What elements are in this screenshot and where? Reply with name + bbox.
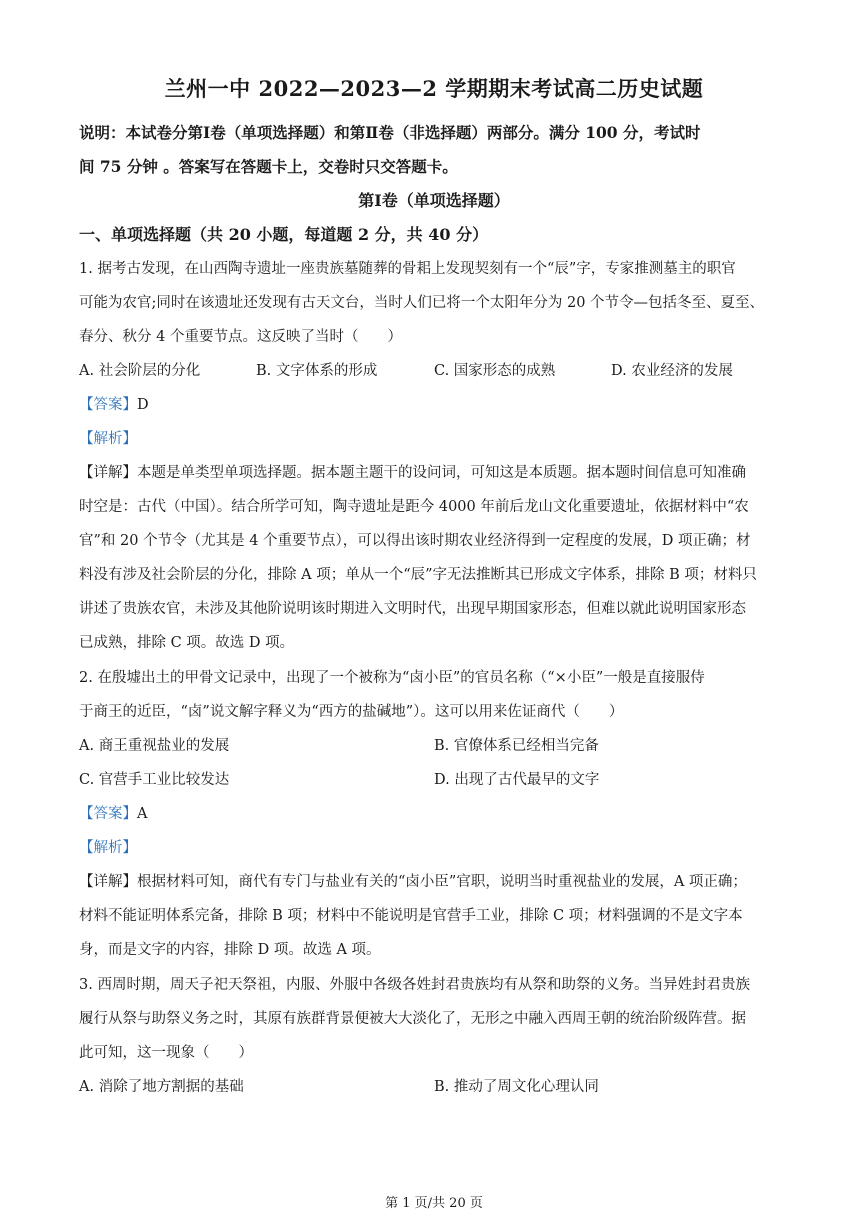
q1-detail-line: 讲述了贵族农官，未涉及其他阶说明该时期进入文明时代，出现早期国家形态，但难以就此说明国家形态 (79, 601, 746, 617)
answer-value: A (137, 806, 148, 822)
q3-stem-line: 此可知，这一现象（ ） (79, 1045, 253, 1061)
answer-tag: 【答案】 (79, 397, 137, 413)
q2-option-b: B. 官僚体系已经相当完备 (434, 738, 599, 754)
q1-option-b: B. 文字体系的形成 (256, 363, 378, 379)
instructions-line-2: 间 75 分钟 。答案写在答题卡上，交卷时只交答题卡。 (79, 157, 458, 176)
q1-stem-line: 1. 据考古发现，在山西陶寺遗址一座贵族墓随葬的骨耜上发现契刻有一个“辰”字，专家推测墓主的职官 (79, 261, 736, 277)
q2-detail-line: 【详解】根据材料可知，商代有专门与盐业有关的“卤小臣”官职，说明当时重视盐业的发展，A 项正确； (79, 874, 747, 890)
q2-stem-line: 2. 在殷墟出土的甲骨文记录中，出现了一个被称为“卤小臣”的官员名称（“×小臣”一般是直接服侍 (79, 670, 705, 686)
q2-stem-line: 于商王的近臣，“卤”说文解字释义为“西方的盐碱地”）。这可以用来佐证商代（ ） (79, 704, 624, 720)
q3-option-a: A. 消除了地方割据的基础 (79, 1079, 244, 1095)
q1-detail-line: 时空是：古代（中国）。结合所学可知，陶寺遗址是距今 4000 年前后龙山文化重要遗址，依据材料中“农 (79, 499, 749, 515)
answer-tag: 【答案】 (79, 806, 137, 822)
q2-option-d: D. 出现了古代最早的文字 (434, 772, 600, 788)
q1-option-d: D. 农业经济的发展 (611, 363, 733, 379)
q1-detail-line: 官”和 20 个节令（尤其是 4 个重要节点），可以得出该时期农业经济得到一定程度的发展，D 项正确；材 (79, 533, 751, 549)
q2-detail-line: 材料不能证明体系完备，排除 B 项；材料中不能说明是官营手工业，排除 C 项；材料强调的不是文字本 (79, 908, 743, 924)
q1-answer (79, 393, 149, 414)
q2-analysis-tag: 【解析】 (79, 840, 137, 856)
q1-option-a: A. 社会阶层的分化 (79, 363, 201, 379)
q1-detail-line: 【详解】本题是单类型单项选择题。据本题主题干的设问词，可知这是本质题。据本题时间信息可知准确 (79, 465, 746, 481)
part-title: 一、单项选择题（共 20 小题，每道题 2 分，共 40 分） (79, 225, 489, 244)
q3-option-b: B. 推动了周文化心理认同 (434, 1079, 599, 1095)
answer-value: D (137, 397, 149, 413)
q1-detail-line: 料没有涉及社会阶层的分化，排除 A 项；单从一个“辰”字无法推断其已形成文字体系，排除 B 项；材料只 (79, 567, 757, 583)
q3-stem-line: 履行从祭与助祭义务之时，其原有族群背景便被大大淡化了，无形之中融入西周王朝的统治阶级阵营。据 (79, 1011, 746, 1027)
q2-option-a: A. 商王重视盐业的发展 (79, 738, 230, 754)
q2-option-c: C. 官营手工业比较发达 (79, 772, 230, 788)
instructions-line-1: 说明：本试卷分第Ⅰ卷（单项选择题）和第Ⅱ卷（非选择题）两部分。满分 100 分，考试时 (79, 123, 701, 142)
q1-stem-line: 可能为农官;同时在该遗址还发现有古天文台，当时人们已将一个太阳年分为 20 个节令—包括冬至、夏至、 (79, 295, 765, 311)
q3-stem-line: 3. 西周时期，周天子祀天祭祖，内服、外服中各级各姓封君贵族均有从祭和助祭的义务。当异姓封君贵族 (79, 977, 750, 993)
page-number: 第 1 页/共 20 页 (385, 1196, 483, 1211)
q2-detail-line: 身，而是文字的内容，排除 D 项。故选 A 项。 (79, 942, 381, 958)
q1-stem-line: 春分、秋分 4 个重要节点。这反映了当时（ ） (79, 329, 402, 345)
page-title: 兰州一中 2022—2023—2 学期期末考试高二历史试题 (164, 76, 704, 101)
q1-detail-line: 已成熟，排除 C 项。故选 D 项。 (79, 635, 295, 651)
section-title: 第Ⅰ卷（单项选择题） (358, 191, 510, 210)
q1-analysis-tag: 【解析】 (79, 431, 137, 447)
q1-option-c: C. 国家形态的成熟 (434, 363, 556, 379)
q2-answer (79, 802, 147, 823)
